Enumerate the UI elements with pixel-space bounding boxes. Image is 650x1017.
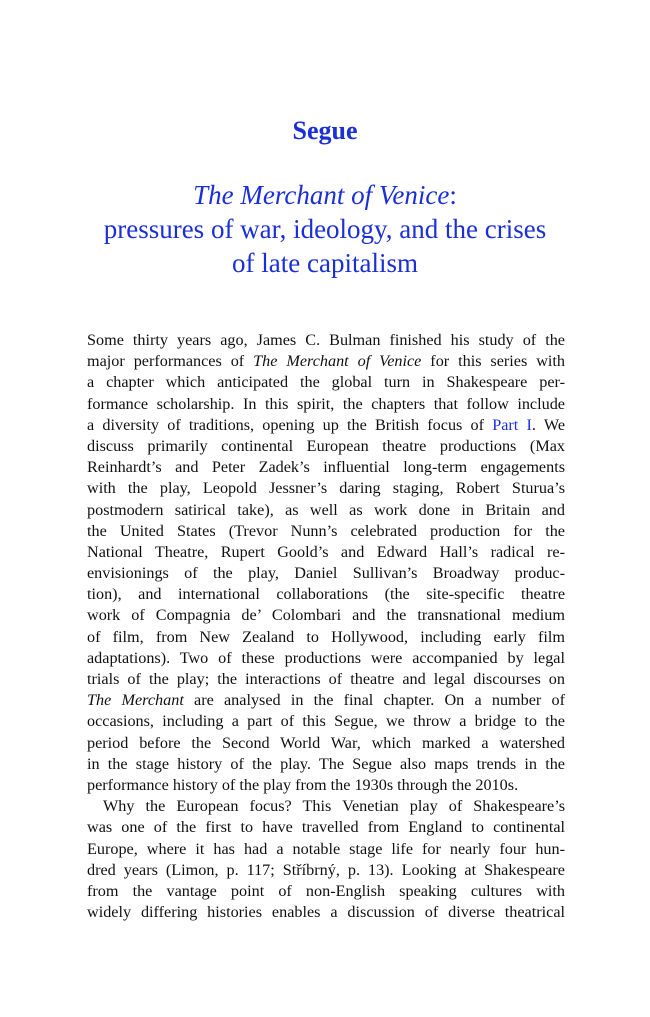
section-heading: Segue — [292, 116, 358, 145]
text-run: performance history of the play from the 1930s through the 2010s. — [87, 775, 519, 794]
text-run: with the play, Leopold Jessner’s daring staging, Robert Sturua’s — [87, 479, 565, 498]
title-italic: The Merchant of Venice — [193, 180, 450, 210]
text-run: tion), and international collaborations (the site-specific theatre — [87, 585, 565, 604]
text-run: Why the European focus? This Venetian play of Shakespeare’s — [103, 797, 565, 816]
text-run: the United States (Trevor Nunn’s celebrated production for the — [87, 521, 565, 540]
text-run: occasions, including a part of this Segue, we throw a bridge to the — [87, 712, 565, 731]
text-run: major performances of — [87, 352, 254, 371]
text-line — [87, 542, 565, 563]
text-run: period before the Second World War, which marked a watershed — [87, 733, 565, 752]
text-run: . We — [531, 415, 566, 434]
text-run: National Theatre, Rupert Goold’s and Edward Hall’s radical re- — [87, 542, 565, 561]
text-line — [87, 902, 565, 923]
text-line — [87, 754, 565, 775]
text-line — [87, 860, 565, 881]
title-colon: : — [449, 180, 457, 210]
text-line — [87, 881, 565, 902]
book-title-italic: The Merchant — [87, 691, 184, 710]
text-run: discuss primarily continental European theatre productions (Max — [87, 436, 565, 455]
text-run: are analysed in the final chapter. On a number of — [183, 691, 565, 710]
text-line — [87, 478, 565, 499]
text-run: formance scholarship. In this spirit, the chapters that follow include — [87, 394, 565, 413]
text-run: envisionings of the play, Daniel Sullivan’s Broadway produc- — [87, 564, 565, 583]
text-line — [87, 796, 565, 817]
title-line-3: of late capitalism — [232, 248, 418, 278]
text-run: of film, from New Zealand to Hollywood, including early film — [87, 627, 565, 646]
chapter-title — [60, 178, 590, 280]
title-line-2: pressures of war, ideology, and the crises — [103, 214, 547, 244]
text-line — [87, 436, 565, 457]
text-line — [87, 521, 565, 542]
text-line — [87, 605, 565, 626]
text-line — [87, 711, 565, 732]
text-line — [87, 563, 565, 584]
text-run: work of Compagnia de’ Colombari and the transnational medium — [87, 606, 565, 625]
text-line — [87, 351, 565, 372]
text-run: trials of the play; the interactions of theatre and legal discourses on — [87, 670, 565, 688]
text-run: adaptations). Two of these productions were accompanied by legal — [87, 648, 565, 667]
text-run: a chapter which anticipated the global turn in Shakespeare per- — [87, 373, 565, 392]
text-line — [87, 669, 565, 690]
text-run: Europe, where it has had a notable stage life for nearly four hun- — [87, 839, 565, 858]
text-line — [87, 648, 565, 669]
text-run: from the vantage point of non-English speaking cultures with — [87, 881, 565, 900]
text-line — [87, 690, 565, 711]
text-line — [87, 733, 565, 754]
part-link[interactable]: Part I — [492, 415, 532, 434]
text-run: dred years (Limon, p. 117; Stříbrný, p. 13). Looking at Shakespeare — [87, 860, 565, 879]
text-line — [87, 394, 565, 415]
text-line — [87, 775, 565, 796]
text-line — [87, 415, 565, 436]
text-run: a diversity of traditions, opening up the British focus of — [87, 415, 493, 434]
text-line — [87, 457, 565, 478]
text-line — [87, 330, 565, 351]
text-line — [87, 584, 565, 605]
text-run: postmodern satirical take), as well as work done in Britain and — [87, 500, 565, 519]
book-title-italic: The Merchant of Venice — [253, 352, 422, 371]
text-run: was one of the first to have travelled from England to continental — [87, 818, 565, 837]
text-run: widely differing histories enables a discussion of diverse theatrical — [87, 903, 565, 922]
text-line — [87, 627, 565, 648]
text-line — [87, 839, 565, 860]
text-run: Some thirty years ago, James C. Bulman finished his study of the — [87, 331, 565, 349]
title-line-1 — [60, 178, 590, 212]
text-line — [87, 500, 565, 521]
text-run: in the stage history of the play. The Segue also maps trends in the — [87, 754, 565, 773]
text-run: Reinhardt’s and Peter Zadek’s influential long-term engagements — [87, 458, 565, 477]
body-text — [87, 330, 565, 923]
text-line — [87, 372, 565, 393]
text-line — [87, 817, 565, 838]
text-run: for this series with — [421, 352, 565, 371]
